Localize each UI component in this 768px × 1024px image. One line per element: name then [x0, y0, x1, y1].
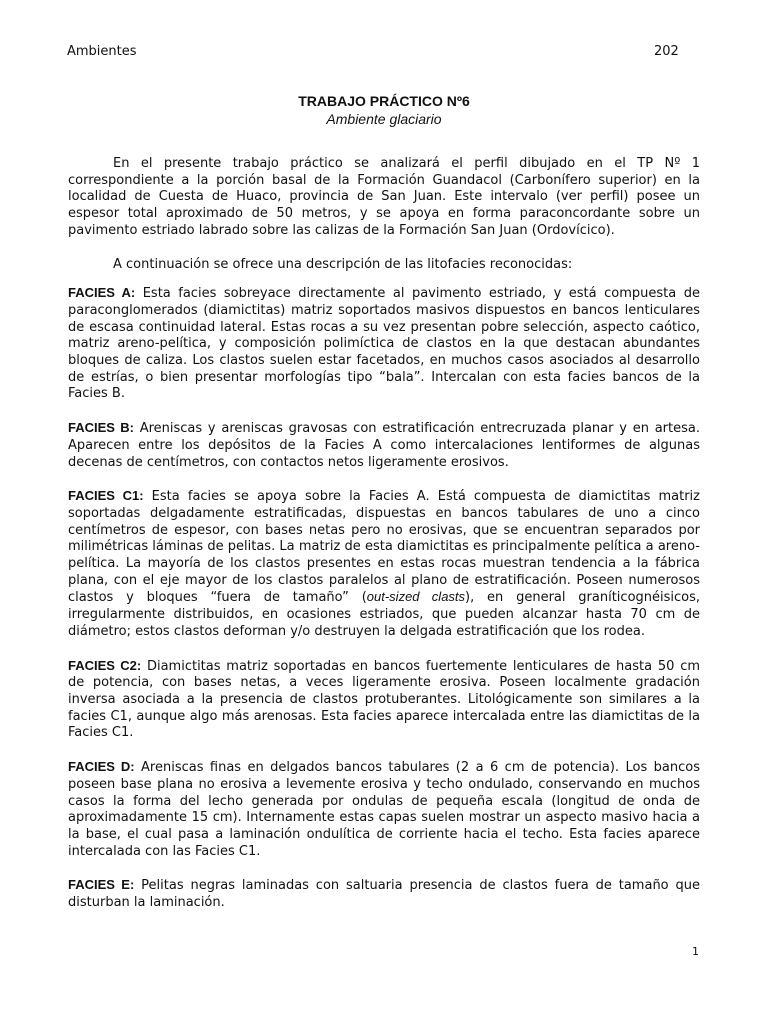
facies-c1-paragraph: [68, 488, 700, 640]
facies-a-paragraph: [68, 285, 700, 403]
intro-list-lead: A continuación se ofrece una descripción de las litofacies reconocidas:: [113, 256, 573, 272]
facies-d-paragraph: [68, 759, 700, 860]
facies-c1-text-before: Esta facies se apoya sobre la Facies A. Está compuesta de diamictitas matriz soportadas delgadamente estratificadas, dispuestas en bancos tabulares de uno a cinco centímetros de espesor, con bases netas pero no erosivas, que se encuentran separados por milimétricas láminas de pelitas. La matriz de esta diamictitas es principalmente pelítica a areno-pelítica. La mayoría de los clastos presentes en estas rocas muestran tendencia a la fábrica plana, con el eje mayor de los clastos paralelos al plano de estratificación. Poseen numerosos clastos y bloques “fuera de tamaño” (: [68, 489, 700, 606]
header-page-number: 202: [654, 44, 679, 59]
facies-a-text: Esta facies sobreyace directamente al pavimento estriado, y está compuesta de paraconglomerados (diamictitas) matriz soportados masivos dispuestos en bancos lenticulares de escasa continuidad lateral. Estas rocas a su vez presentan pobre selección, aspecto caótico, matriz areno-pelítica, y composición polimíctica de clastos en la que destacan abundantes bloques de caliza. Los clastos suelen estar facetados, en muchos casos asociados al desarrollo de estrías, o bien presentar morfologías tipo “bala”. Intercalan con esta facies bancos de la Facies B.: [68, 286, 700, 402]
intro-paragraph: En el presente trabajo práctico se analizará el perfil dibujado en el TP Nº 1 correspondiente a la porción basal de la Formación Guandacol (Carbonífero superior) en la localidad de Cuesta de Huaco, provincia de San Juan. Este intervalo (ver perfil) posee un espesor total aproximado de 50 metros, y se apoya en forma paraconcordante sobre un pavimento estriado labrado sobre las calizas de la Formación San Juan (Ordovícico).: [68, 156, 700, 238]
header-left: Ambientes: [67, 44, 137, 59]
facies-b-label: FACIES B:: [68, 420, 134, 436]
footer-page-number: 1: [692, 945, 699, 958]
facies-c1-label: FACIES C1:: [68, 488, 144, 504]
facies-c1-italic: out-sized clasts: [366, 589, 466, 605]
facies-e-paragraph: [68, 877, 700, 911]
facies-c2-text: Diamictitas matriz soportadas en bancos fuertemente lenticulares de hasta 50 cm de potencia, con bases netas, a veces ligeramente erosiva. Poseen localmente gradación inversa asociada a la presencia de clastos protuberantes. Litológicamente son similares a la facies C1, aunque algo más arenosas. Esta facies aparece intercalada entre las diamictitas de la Facies C1.: [68, 658, 701, 741]
facies-e-label: FACIES E:: [68, 877, 135, 893]
facies-b-paragraph: [68, 420, 700, 471]
facies-e-text: Pelitas negras laminadas con saltuaria presencia de clastos fuera de tamaño que disturban la laminación.: [68, 878, 700, 911]
facies-d-text: Areniscas finas en delgados bancos tabulares (2 a 6 cm de potencia). Los bancos poseen base plana no erosiva a levemente erosiva y techo ondulado, conservando en muchos casos la forma del lecho generada por ondulas de pequeña escala (longitud de onda de aproximadamente 15 cm). Internamente estas capas suelen mostrar un aspecto masivo hacia a la base, el cual pasa a laminación ondulítica de corriente hacia el techo. Esta facies aparece intercalada con las Facies C1.: [68, 760, 700, 859]
document-body: [68, 156, 700, 912]
facies-d-label: FACIES D:: [68, 759, 135, 775]
document-subtitle: Ambiente glaciario: [326, 111, 442, 127]
facies-a-label: FACIES A:: [68, 285, 136, 301]
facies-c2-paragraph: [68, 658, 700, 743]
facies-c2-label: FACIES C2:: [68, 657, 142, 673]
document-title: TRABAJO PRÁCTICO Nº6: [298, 93, 470, 109]
facies-b-text: Areniscas y areniscas gravosas con estratificación entrecruzada planar y en artesa. Aparecen entre los depósitos de la Facies A como intercalaciones lentiformes de algunas decenas de centímetros, con contactos netos ligeramente erosivos.: [68, 421, 700, 470]
title-block: [0, 93, 768, 128]
facies-c1-text-after: ), en general graníticognéisicos, irregularmente distribuidos, en ocasiones estriados, que pueden alcanzar hasta 70 cm de diámetro; estos clastos deforman y/o destruyen la delgada estratificación que los rodea.: [68, 590, 701, 639]
